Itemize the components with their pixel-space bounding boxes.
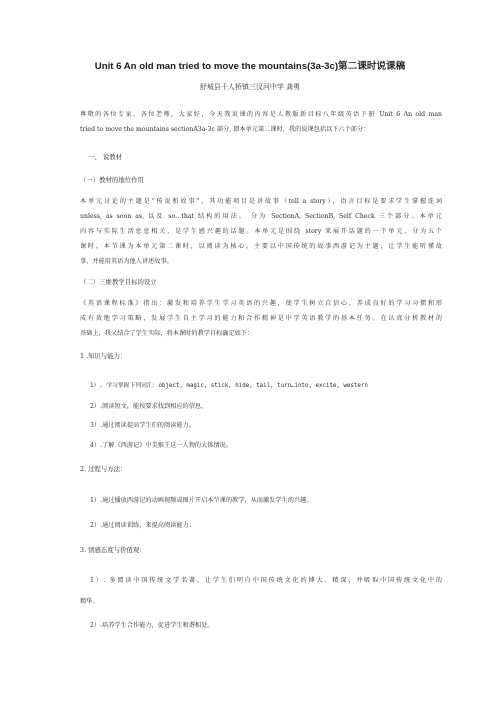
goal-item: 4）.了解《西游记》中美猴王这一人物的大体情况。 [90, 441, 233, 449]
goal-item: 2）.阅读短文，能按要求找到相应的信息。 [90, 402, 208, 410]
paragraph-line: 《英语课程标准》指出：激发和培养学生学习英语的兴趣，使学生树立自信心，养成良好的学习习惯和形 [80, 300, 442, 307]
section-heading [80, 150, 442, 165]
goal-item: 精华。 [80, 598, 99, 605]
goal-list [90, 377, 442, 455]
goal-heading [80, 462, 442, 477]
goal-item: 1）. 学习掌握下列词汇：object, magic, stick, hide, tail, turn…into, excite, western [90, 383, 368, 389]
intro-line: tried to move the mountains sectionA3a-3c 部分, 即本单元第二课时，我的说课包括以下六个部分： [80, 126, 370, 133]
goal-item: 2）.培养学生合作能力，促进学生和谐相处。 [90, 622, 214, 629]
goal-heading-text: 1 .知识与能力： [80, 352, 127, 360]
paragraph-line: unless, as soon as, 以及 so…that 结构的用法。 分为 SectionA, SectionB, Self Check 三个部分。本单元 [80, 213, 442, 220]
intro-paragraph [80, 107, 442, 137]
document-author: 舒城县千人桥镇三汊河中学 龚勇 [199, 83, 301, 91]
goal-heading-text: 2. 过程与方法： [80, 465, 127, 473]
subsection-heading-text: （二）三维教学目标的设立 [80, 278, 157, 286]
goal-item: 2）.通过阅读训练，来提高阅读能力； [90, 522, 195, 529]
goal-item: 1）. 多阅读中国传统文学名著，让学生们明白中国传统文化的博大、精深，并吸取中国传统文化中的 [90, 577, 442, 584]
paragraph-line: 事，并能用英语为他人讲述故事。 [80, 258, 173, 265]
goal-list [90, 488, 442, 538]
paragraph-line: 成有效地学习策略，发展学生自主学习的能力和合作精神是中学英语教学的基本任务。在认真分析教材的 [80, 315, 442, 322]
intro-line: 尊敬的各位专家，各位老师，大家好，今天我说课的内容是人教版新目标八年级英语下册 Unit 6 An old man [80, 111, 442, 118]
subsection-heading [80, 173, 442, 188]
subsection-heading-text: （一）教材的地位作用 [80, 176, 144, 184]
goal-item: 3）.通过阅读提高学生们的阅读能力。 [90, 422, 195, 429]
goal-heading [80, 349, 442, 364]
paragraph-line: 内容与实际生活息息相关，是学生感兴趣的话题。本单元是围绕 story 来展开话题的一个单元，分为五个 [80, 228, 442, 235]
paragraph-line: 基础上，我又结合了学生实际，将本课时的教学目标确定如下： [80, 330, 254, 337]
subsection-paragraph [80, 296, 442, 341]
document-title: Unit 6 An old man tried to move the mountains(3a-3c)第二课时说课稿 [94, 61, 406, 72]
paragraph-line: 本单元讨论的主题是“传说和故事”，其功能项目是讲故事（tell a story），语言目标是要求学生掌握连词 [80, 198, 442, 205]
goal-heading-text: 3. 情感态度与价值观： [80, 546, 146, 554]
goal-heading [80, 543, 442, 558]
goal-item: 1）.通过播放西游记的动画视频或图片开启本节课的教学，从而激发学生的兴趣。 [90, 497, 313, 504]
section-heading-text: 一、 说教材 [88, 153, 122, 161]
goal-item-multiline [80, 570, 442, 612]
subsection-heading [80, 275, 442, 290]
subsection-paragraph [80, 194, 442, 269]
paragraph-line: 课时。本节课为本单元第二课时，以阅读为核心，主要以中国传统的故事西游记为主题，让学生能听懂故 [80, 243, 442, 250]
goal-list [90, 618, 442, 633]
